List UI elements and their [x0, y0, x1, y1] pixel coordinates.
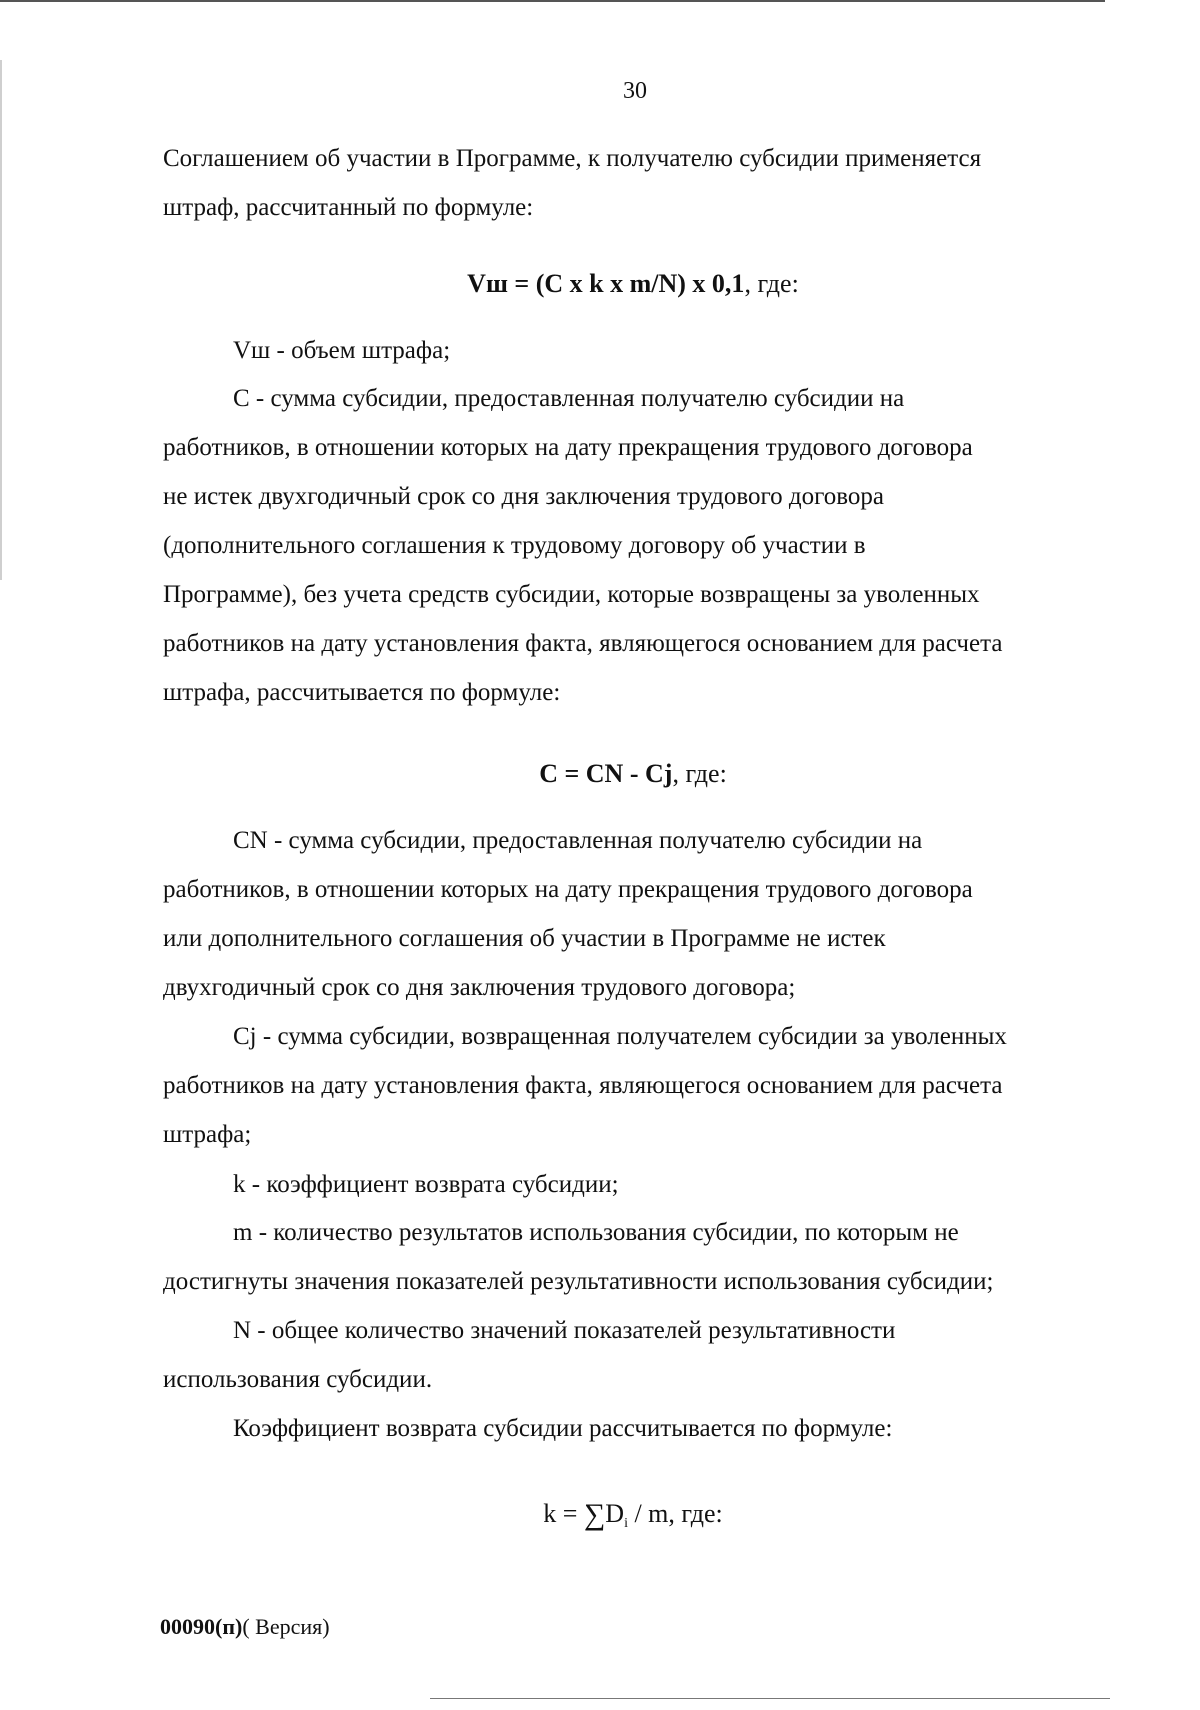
c-definition	[163, 374, 1103, 717]
intro-paragraph	[163, 134, 1103, 232]
n-definition-line-1: N - общее количество значений показателей результативности	[233, 1317, 896, 1344]
formula-k-lhs: k =	[543, 1499, 584, 1528]
k-definition-text: k - коэффициент возврата субсидии;	[233, 1171, 619, 1198]
c-definition-line-2: работников, в отношении которых на дату прекращения трудового договора	[163, 434, 973, 461]
formula-c-expression: C = CN - Cj	[539, 759, 673, 788]
formula-penalty-expression: Vш = (C x k x m/N) x 0,1	[467, 269, 745, 298]
cj-definition-line-2: работников на дату установления факта, являющегося основанием для расчета	[163, 1072, 1003, 1099]
cj-definition-line-1: Cj - сумма субсидии, возвращенная получателем субсидии за уволенных	[233, 1023, 1007, 1050]
formula-penalty-suffix: , где:	[744, 269, 799, 298]
c-definition-line-6: работников на дату установления факта, являющегося основанием для расчета	[163, 630, 1003, 657]
n-definition	[163, 1306, 1103, 1404]
c-definition-line-5: Программе), без учета средств субсидии, которые возвращены за уволенных	[163, 581, 980, 608]
coefficient-intro	[163, 1404, 1103, 1453]
k-definition	[163, 1160, 1103, 1209]
cj-definition	[163, 1012, 1103, 1159]
top-rule	[0, 0, 1105, 2]
c-definition-line-7: штрафа, рассчитывается по формуле:	[163, 679, 561, 706]
m-definition	[163, 1208, 1103, 1306]
page-number: 30	[623, 78, 647, 104]
c-definition-line-1: С - сумма субсидии, предоставленная получателю субсидии на	[233, 385, 905, 412]
intro-line-1: Соглашением об участии в Программе, к получателю субсидии применяется	[163, 145, 982, 172]
cn-definition-line-2: работников, в отношении которых на дату прекращения трудового договора	[163, 876, 973, 903]
formula-k-d: D	[605, 1499, 625, 1528]
formula-k	[163, 1494, 1103, 1544]
cn-definition-line-4: двухгодичный срок со дня заключения трудового договора;	[163, 974, 796, 1001]
m-definition-line-2: достигнуты значения показателей результативности использования субсидии;	[163, 1268, 994, 1295]
n-definition-line-2: использования субсидии.	[163, 1366, 433, 1393]
vsh-definition-text: Vш - объем штрафа;	[233, 337, 451, 364]
cj-definition-line-3: штрафа;	[163, 1121, 252, 1148]
footer-code: 00090(п)	[160, 1614, 243, 1639]
formula-c-suffix: , где:	[672, 759, 727, 788]
sum-sign: ∑	[583, 1498, 606, 1531]
c-definition-line-3: не истек двухгодичный срок со дня заключения трудового договора	[163, 483, 884, 510]
cn-definition-line-3: или дополнительного соглашения об участии в Программе не истек	[163, 925, 886, 952]
vsh-definition	[163, 326, 1103, 375]
footer-version: ( Версия)	[242, 1614, 330, 1639]
formula-k-subscript: i	[624, 1516, 628, 1531]
cn-definition	[163, 816, 1103, 1012]
m-definition-line-1: m - количество результатов использования субсидии, по которым не	[233, 1219, 959, 1246]
intro-line-2: штраф, рассчитанный по формуле:	[163, 194, 534, 221]
formula-c	[163, 754, 1103, 794]
cn-definition-line-1: CN - сумма субсидии, предоставленная получателю субсидии на	[233, 827, 923, 854]
coefficient-intro-text: Коэффициент возврата субсидии рассчитывается по формуле:	[233, 1415, 893, 1442]
c-definition-line-4: (дополнительного соглашения к трудовому договору об участии в	[163, 532, 866, 559]
scan-edge	[0, 60, 2, 580]
bottom-rule	[430, 1698, 1110, 1699]
formula-k-rest: / m, где:	[627, 1499, 723, 1528]
formula-penalty	[163, 264, 1103, 304]
footer	[160, 1614, 330, 1640]
